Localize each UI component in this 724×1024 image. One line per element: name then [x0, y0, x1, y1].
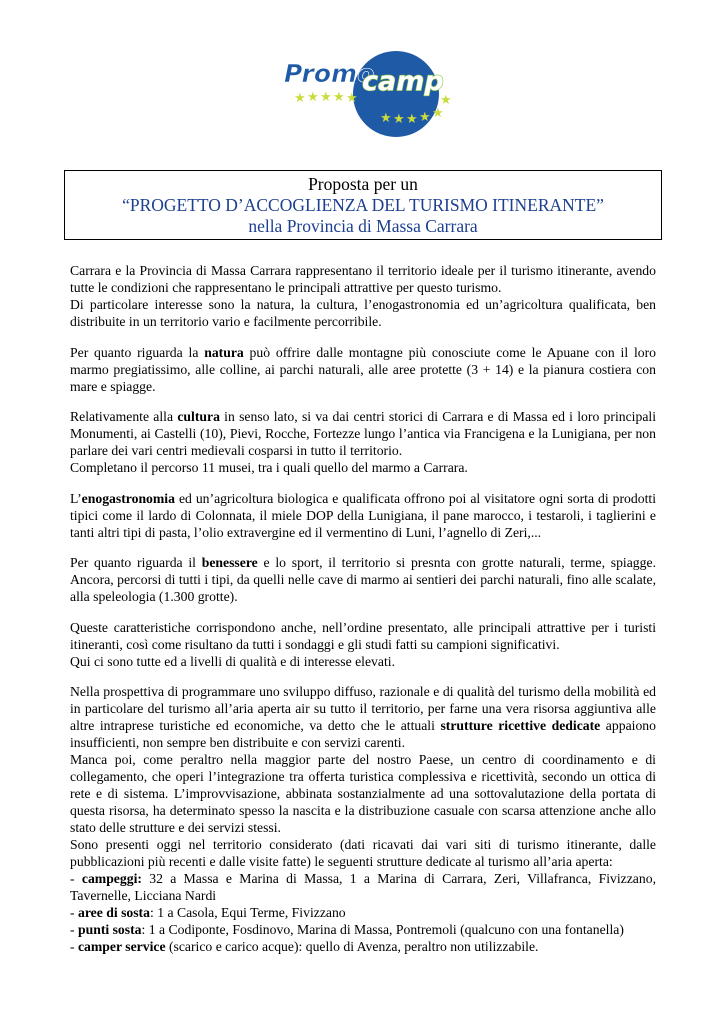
text-run: in senso lato, si va dai centri storici di Carrara e di Massa ed i loro principali Monumenti, ai Castelli (10), Pievi, Rocche, Fortezze lungo l’antica via Francigena e la Lunigiana, per non parlare dei vari centri medievali cosparsi in tutto il territorio.	[70, 409, 656, 458]
logo-word-camp: camp	[362, 66, 444, 97]
star-icon: ★	[294, 91, 306, 106]
list-text: : 1 a Codiponte, Fosdinovo, Marina di Massa, Pontremoli (qualcuno con una fontanella)	[141, 922, 624, 937]
star-icon: ★	[419, 110, 431, 125]
list-keyword: campeggi:	[81, 871, 142, 886]
text-run: Nella prospettiva di programmare uno sviluppo diffuso, razionale e di qualità del turismo della mobilità ed in particolare del turismo all’aria aperta air su tutto il territorio, per farne una vera risorsa aggiuntiva alle altre intraprese turistiche ed economiche, va detto che le attuali	[70, 684, 656, 733]
paragraph-attrattive	[70, 619, 656, 670]
text-run: appaiono insufficienti, non sempre ben distribuite e con servizi carenti.	[70, 718, 656, 750]
list-text: (scarico e carico acque): quello di Avenza, peraltro non utilizzabile.	[165, 939, 539, 954]
paragraph-enogastronomia	[70, 490, 656, 541]
promocamp-logo-graphic	[280, 42, 455, 137]
star-icon: ★	[406, 112, 418, 127]
keyword-natura: natura	[204, 344, 244, 360]
star-icon: ★	[440, 93, 452, 108]
text-run: può offrire dalle montagne più conosciute come le Apuane con il loro marmo pregiatissimo, alle colline, ai parchi naturali, alle aree protette (3 + 14) e la pianura costiera con mare e spiagge.	[70, 344, 656, 394]
logo-word-promo: Promo	[284, 59, 375, 88]
list-text: : 1 a Casola, Equi Terme, Fivizzano	[149, 905, 346, 920]
keyword-benessere: benessere	[201, 555, 258, 570]
list-text: 32 a Massa e Marina di Massa, 1 a Marina di Carrara, Zeri, Villafranca, Fivizzano, Tavernelle, Licciana Nardi	[70, 871, 656, 903]
text-run: e lo sport, il territorio si presnta con grotte naturali, terme, spiagge. Ancora, percorsi di tutti i tipi, da quelli nelle cave di marmo ai sentieri dei parchi naturali, fino alle scalate, alla speleologia (1.300 grotte).	[70, 555, 656, 604]
list-item	[70, 938, 656, 955]
list-dash: -	[70, 922, 78, 937]
list-item	[70, 870, 656, 904]
keyword-enogastronomia: enogastronomia	[81, 490, 175, 506]
paragraph-natura	[70, 344, 656, 395]
paragraph-intro	[70, 262, 656, 330]
paragraph-text: Qui ci sono tutte ed a livelli di qualità e di interesse elevati.	[70, 653, 395, 669]
document-body	[70, 262, 656, 969]
list-item	[70, 921, 656, 938]
list-keyword: camper service	[77, 939, 166, 954]
keyword-strutture: strutture ricettive dedicate	[440, 718, 601, 733]
list-dash: -	[70, 939, 78, 954]
star-icon: ★	[333, 90, 345, 105]
star-icon: ★	[432, 106, 444, 121]
title-line-1: Proposta per un	[308, 174, 418, 194]
list-item	[70, 904, 656, 921]
text-run: L’	[70, 490, 82, 506]
text-run: ed un’agricoltura biologica e qualificata offrono poi al visitatore ogni sorta di prodotti tipici come il lardo di Colonnata, il miele DOP della Lunigiana, il pane marocco, i testaroli, i taglierini e tanti altri tipi di pasta, l’olio extravergine ed il vermentino di Luni, l’agnello di Zeri,...	[70, 490, 656, 540]
promocamp-logo	[280, 42, 455, 137]
star-icon: ★	[346, 91, 358, 106]
paragraph-strutture	[70, 683, 656, 955]
title-line-3: nella Provincia di Massa Carrara	[248, 216, 478, 236]
paragraph-text: Sono presenti oggi nel territorio considerato (dati ricavati dai vari siti di turismo itinerante, dalle pubblicazioni più recenti e dalle visite fatte) le seguenti strutture dedicate al turismo all’aria aperta:	[70, 837, 656, 869]
star-icon: ★	[320, 90, 332, 105]
paragraph-text: Queste caratteristiche corrispondono anche, nell’ordine presentato, alle principali attrattive per i turisti itineranti, così come risultano da tutti i sondaggi e gli studi fatti su campioni significativi.	[70, 619, 656, 652]
star-icon: ★	[393, 112, 405, 127]
paragraph-cultura	[70, 408, 656, 476]
title-line-2: “PROGETTO D’ACCOGLIENZA DEL TURISMO ITINERANTE”	[122, 195, 604, 215]
list-dash: -	[70, 871, 82, 886]
list-keyword: aree di sosta	[77, 905, 150, 920]
paragraph-text: Completano il percorso 11 musei, tra i quali quello del marmo a Carrara.	[70, 460, 468, 475]
list-keyword: punti sosta	[77, 922, 142, 937]
star-icon: ★	[307, 90, 319, 105]
paragraph-text: Carrara e la Provincia di Massa Carrara rappresentano il territorio ideale per il turismo itinerante, avendo tutte le condizioni che rappresentano le principali attrattive per questo turismo.	[70, 263, 656, 295]
text-run: Per quanto riguarda il	[70, 555, 202, 570]
title-box	[64, 170, 662, 240]
keyword-cultura: cultura	[177, 409, 220, 424]
list-dash: -	[70, 905, 78, 920]
paragraph-text: Di particolare interesse sono la natura, la cultura, l’enogastronomia ed un’agricoltura qualificata, ben distribuite in un territorio vario e facilmente percorribile.	[70, 297, 656, 329]
text-run: Per quanto riguarda la	[70, 344, 205, 360]
text-run: Relativamente alla	[70, 409, 178, 424]
star-icon: ★	[380, 111, 392, 126]
paragraph-text: Manca poi, come peraltro nella maggior parte del nostro Paese, un centro di coordinamento e di collegamento, che operi l’integrazione tra offerta turistica complessiva e ricettività, secondo un ottica di rete e di sistema. L’improvvisazione, abbinata sostanzialmente ad una sottovalutazione della portata di questa risorsa, ha determinato spesso la nascita e la distribuzione casuale con scarsa attenzione anche allo stato delle strutture e dei servizi stessi.	[70, 752, 656, 835]
paragraph-benessere	[70, 554, 656, 605]
